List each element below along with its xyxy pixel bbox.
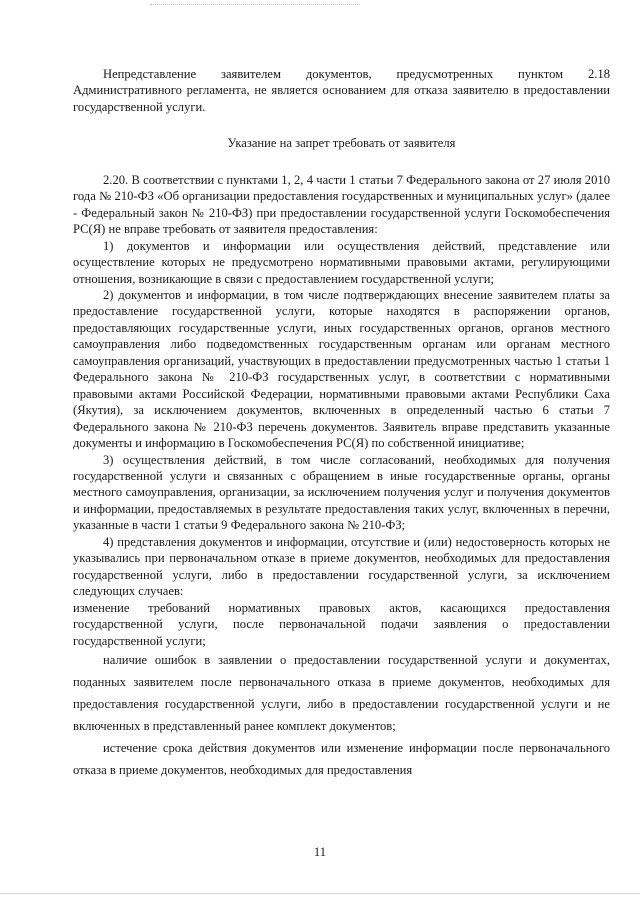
exception-3: истечение срока действия документов или изменение информации после первоначального отказа в приеме документов, необходимых для предоставления [73, 740, 610, 777]
list-item-1: 1) документов и информации или осуществления действий, представление или осуществление которых не предусмотрено нормативными правовыми актами, регулирующими отношения, возникающие в связи с предоставлением государственной услуги; [73, 238, 610, 286]
scan-artifact [150, 4, 360, 9]
paragraph-2-20: 2.20. В соответствии с пунктами 1, 2, 4 части 1 статьи 7 Федерального закона от 27 июля 2010 года № 210-ФЗ «Об организации предоставления государственных и муниципальных услуг» (далее - Федеральный закон № 210-ФЗ) при предоставлении государственной услуги Госкомобеспечения РС(Я) не вправе требовать от заявителя предоставления: [73, 172, 610, 237]
exception-2: наличие ошибок в заявлении о предоставлении государственной услуги и документах, поданных заявителем после первоначального отказа в приеме документов, необходимых для предоставления государственной услуги, либо в предоставлении государственной услуги и не включенных в представленный ранее комплект документов; [73, 652, 610, 733]
document-body [73, 66, 610, 781]
list-item-2: 2) документов и информации, в том числе подтверждающих внесение заявителем платы за предоставление государственной услуги, которые находятся в распоряжении органов, предоставляющих государственные услуги, иных государственных органов, органов местного самоуправления либо подведомственных государственным органам или органам местного самоуправления организаций, участвующих в предоставлении предусмотренных частью 1 статьи 1 Федерального закона № 210-ФЗ государственных услуг, в соответствии с нормативными правовыми актами Российской Федерации, нормативными правовыми актами Республики Саха (Якутия), за исключением документов, включенных в определенный частью 6 статьи 7 Федерального закона № 210-ФЗ перечень документов. Заявитель вправе представить указанные документы и информацию в Госкомобеспечения РС(Я) по собственной инициативе; [73, 287, 610, 451]
exception-1: изменение требований нормативных правовых актов, касающихся предоставления государственной услуги, после первоначальной подачи заявления о предоставлении государственной услуги; [73, 600, 610, 648]
list-item-4: 4) представления документов и информации, отсутствие и (или) недостоверность которых не указывались при первоначальном отказе в приеме документов, необходимых для предоставления государственной услуги, либо в предоставлении государственной услуги, за исключением следующих случаев: [73, 534, 610, 599]
section-heading: Указание на запрет требовать от заявителя [227, 136, 456, 151]
scan-bottom-edge [0, 893, 640, 894]
paragraph-non-submission: Непредставление заявителем документов, предусмотренных пунктом 2.18 Административного регламента, не является основанием для отказа заявителю в предоставлении государственной услуги. [73, 67, 610, 114]
page-number: 11 [313, 845, 327, 859]
list-item-3: 3) осуществления действий, в том числе согласований, необходимых для получения государственной услуги и связанных с обращением в иные государственные органы, органы местного самоуправления, организации, за исключением получения услуг и получения документов и информации, предоставляемых в результате предоставления таких услуг, включенных в перечни, указанные в части 1 статьи 9 Федерального закона № 210-ФЗ; [73, 452, 610, 533]
